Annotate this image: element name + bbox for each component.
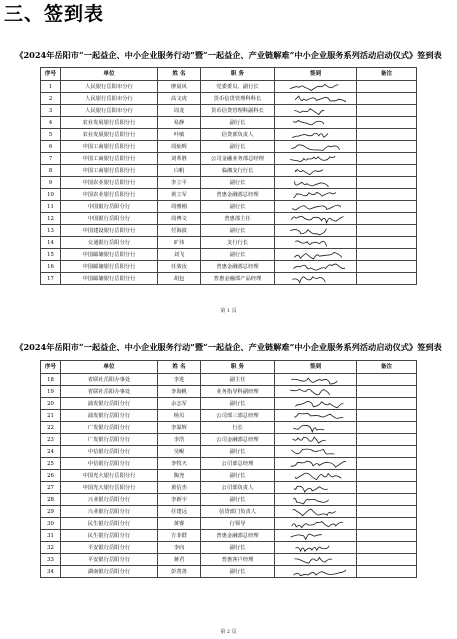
cell-index: 17 xyxy=(41,273,61,285)
cell-unit: 中国农业银行岳阳分行 xyxy=(61,189,158,201)
handwritten-signature-icon xyxy=(286,262,346,272)
cell-remarks xyxy=(357,177,417,189)
cell-remarks xyxy=(357,554,417,566)
cell-signature xyxy=(275,213,357,225)
cell-position: 普惠金融部产品经理 xyxy=(201,273,275,285)
signin-title-page1: 《2024年岳阳市“一起益企、中小企业服务行动”暨“一起益企、产业链解难”中小企业服务系列活动启动仪式》签到表 xyxy=(15,50,442,60)
cell-unit: 中国银行岳阳分行 xyxy=(61,201,158,213)
cell-unit: 人民银行岳阳市分行 xyxy=(61,81,158,93)
cell-unit: 平安银行岳阳分行 xyxy=(61,554,158,566)
cell-unit: 浦发银行岳阳分行 xyxy=(61,410,158,422)
cell-position: 副行长 xyxy=(201,494,275,506)
cell-remarks xyxy=(357,530,417,542)
cell-signature xyxy=(275,249,357,261)
cell-unit: 中国工商银行岳阳分行 xyxy=(61,165,158,177)
handwritten-signature-icon xyxy=(286,435,346,445)
cell-signature xyxy=(275,482,357,494)
cell-name: 方菲群 xyxy=(158,530,201,542)
cell-name: 李浩 xyxy=(158,434,201,446)
cell-name: 胡包 xyxy=(158,273,201,285)
cell-unit: 中信银行岳阳分行 xyxy=(61,446,158,458)
cell-name: 黄立军 xyxy=(158,189,201,201)
table-row xyxy=(41,177,417,189)
cell-position: 副行长 xyxy=(201,398,275,410)
cell-signature xyxy=(275,458,357,470)
cell-name: 彭善善 xyxy=(158,566,201,578)
handwritten-signature-icon xyxy=(286,483,346,493)
cell-remarks xyxy=(357,386,417,398)
cell-unit: 广发银行岳阳分行 xyxy=(61,434,158,446)
cell-signature xyxy=(275,506,357,518)
cell-remarks xyxy=(357,458,417,470)
cell-signature xyxy=(275,273,357,285)
table-row xyxy=(41,141,417,153)
col-header-unit: 单位 xyxy=(61,361,158,374)
handwritten-signature-icon xyxy=(286,387,346,397)
cell-unit: 省联社岳阳办事处 xyxy=(61,374,158,386)
cell-unit: 人民银行岳阳市分行 xyxy=(61,105,158,117)
table-row xyxy=(41,237,417,249)
table-header-row xyxy=(41,361,417,374)
cell-signature xyxy=(275,225,357,237)
cell-signature xyxy=(275,566,357,578)
cell-signature xyxy=(275,153,357,165)
cell-name: 任骏汝 xyxy=(158,261,201,273)
cell-position: 公司部总经理 xyxy=(201,458,275,470)
cell-position: 副行长 xyxy=(201,542,275,554)
cell-position: 普惠金融部总经理 xyxy=(201,261,275,273)
table-row xyxy=(41,129,417,141)
cell-unit: 兴业银行岳阳分行 xyxy=(61,506,158,518)
cell-index: 30 xyxy=(41,518,61,530)
cell-index: 12 xyxy=(41,213,61,225)
cell-index: 8 xyxy=(41,165,61,177)
table-row xyxy=(41,422,417,434)
handwritten-signature-icon xyxy=(286,226,346,236)
cell-remarks xyxy=(357,494,417,506)
cell-signature xyxy=(275,201,357,213)
cell-remarks xyxy=(357,506,417,518)
cell-signature xyxy=(275,554,357,566)
cell-unit: 中国工商银行岳阳分行 xyxy=(61,141,158,153)
cell-signature xyxy=(275,518,357,530)
table-row xyxy=(41,518,417,530)
col-header-index: 序号 xyxy=(41,361,61,374)
cell-position: 副行长 xyxy=(201,201,275,213)
cell-position: 副行长 xyxy=(201,566,275,578)
handwritten-signature-icon xyxy=(286,274,346,284)
cell-unit: 中国邮储银行岳阳分行 xyxy=(61,261,158,273)
handwritten-signature-icon xyxy=(286,142,346,152)
table-row xyxy=(41,81,417,93)
cell-name: 吴鲲 xyxy=(158,446,201,458)
cell-index: 15 xyxy=(41,249,61,261)
signin-table-page2 xyxy=(40,360,417,578)
col-header-name: 姓 名 xyxy=(158,68,201,81)
cell-position: 信贷部门负责人 xyxy=(201,506,275,518)
cell-unit: 中国建设银行岳阳分行 xyxy=(61,225,158,237)
cell-name: 任建远 xyxy=(158,506,201,518)
cell-name: 周灿辉 xyxy=(158,141,201,153)
cell-name: 杨贝 xyxy=(158,410,201,422)
cell-unit: 中国农业银行岳阳分行 xyxy=(61,177,158,189)
table-header-row xyxy=(41,68,417,81)
handwritten-signature-icon xyxy=(286,94,346,104)
handwritten-signature-icon xyxy=(286,567,346,577)
cell-unit: 人民银行岳阳市分行 xyxy=(61,93,158,105)
cell-name: 刘飞 xyxy=(158,249,201,261)
cell-remarks xyxy=(357,542,417,554)
cell-unit: 中国邮储银行岳阳分行 xyxy=(61,273,158,285)
cell-position: 信贷部负责人 xyxy=(201,129,275,141)
cell-unit: 中信银行岳阳分行 xyxy=(61,458,158,470)
cell-signature xyxy=(275,386,357,398)
cell-name: 刘革胜 xyxy=(158,153,201,165)
cell-signature xyxy=(275,105,357,117)
handwritten-signature-icon xyxy=(286,238,346,248)
cell-position: 公司金融业务部总经理 xyxy=(201,153,275,165)
col-header-signature: 签到 xyxy=(275,68,357,81)
table-row xyxy=(41,542,417,554)
cell-name: 易静 xyxy=(158,117,201,129)
cell-name: 李温辉 xyxy=(158,422,201,434)
cell-position: 公司部三部总经理 xyxy=(201,410,275,422)
cell-remarks xyxy=(357,566,417,578)
cell-name: 李进 xyxy=(158,374,201,386)
cell-unit: 中国邮储银行岳阳分行 xyxy=(61,249,158,261)
cell-position: 党委委员、副行长 xyxy=(201,81,275,93)
cell-remarks xyxy=(357,129,417,141)
cell-unit: 广发银行岳阳分行 xyxy=(61,422,158,434)
col-header-unit: 单位 xyxy=(61,68,158,81)
cell-signature xyxy=(275,81,357,93)
cell-position: 支行行长 xyxy=(201,237,275,249)
cell-remarks xyxy=(357,105,417,117)
cell-position: 临湘支行行长 xyxy=(201,165,275,177)
cell-name: 付海波 xyxy=(158,225,201,237)
cell-unit: 平安银行岳阳分行 xyxy=(61,542,158,554)
page-number-1: 第 1 页 xyxy=(220,308,237,314)
table-row xyxy=(41,225,417,237)
cell-remarks xyxy=(357,81,417,93)
cell-unit: 民生银行岳阳分行 xyxy=(61,518,158,530)
table-row xyxy=(41,153,417,165)
table-row xyxy=(41,446,417,458)
table-row xyxy=(41,410,417,422)
cell-remarks xyxy=(357,273,417,285)
cell-position: 副行长 xyxy=(201,446,275,458)
cell-name: 李立平 xyxy=(158,177,201,189)
cell-index: 21 xyxy=(41,410,61,422)
handwritten-signature-icon xyxy=(286,154,346,164)
cell-remarks xyxy=(357,237,417,249)
cell-signature xyxy=(275,237,357,249)
handwritten-signature-icon xyxy=(286,531,346,541)
table-row xyxy=(41,494,417,506)
cell-position: 副行长 xyxy=(201,141,275,153)
cell-index: 13 xyxy=(41,225,61,237)
cell-remarks xyxy=(357,446,417,458)
table-row xyxy=(41,213,417,225)
cell-remarks xyxy=(357,201,417,213)
table-row xyxy=(41,566,417,578)
cell-index: 6 xyxy=(41,141,61,153)
cell-name: 旷伟 xyxy=(158,237,201,249)
cell-index: 24 xyxy=(41,446,61,458)
cell-unit: 中国光大银行岳阳分行 xyxy=(61,470,158,482)
cell-unit: 交通银行岳阳分行 xyxy=(61,237,158,249)
col-header-remarks: 备注 xyxy=(357,68,417,81)
cell-name: 周雅刚 xyxy=(158,201,201,213)
table-row xyxy=(41,201,417,213)
cell-signature xyxy=(275,374,357,386)
cell-unit: 省联社岳阳办事处 xyxy=(61,386,158,398)
cell-signature xyxy=(275,177,357,189)
handwritten-signature-icon xyxy=(286,555,346,565)
table-row xyxy=(41,249,417,261)
cell-remarks xyxy=(357,518,417,530)
table-row xyxy=(41,482,417,494)
table-row xyxy=(41,386,417,398)
cell-remarks xyxy=(357,434,417,446)
cell-signature xyxy=(275,422,357,434)
table-row xyxy=(41,93,417,105)
cell-index: 25 xyxy=(41,458,61,470)
handwritten-signature-icon xyxy=(286,471,346,481)
cell-index: 10 xyxy=(41,189,61,201)
cell-remarks xyxy=(357,410,417,422)
cell-remarks xyxy=(357,482,417,494)
cell-remarks xyxy=(357,213,417,225)
cell-unit: 兴业银行岳阳分行 xyxy=(61,494,158,506)
handwritten-signature-icon xyxy=(286,507,346,517)
cell-index: 22 xyxy=(41,422,61,434)
cell-index: 18 xyxy=(41,374,61,386)
cell-signature xyxy=(275,542,357,554)
cell-position: 普惠部主任 xyxy=(201,213,275,225)
col-header-position: 职 务 xyxy=(201,361,275,374)
col-header-name: 姓 名 xyxy=(158,361,201,374)
cell-position: 业务指导科副经理 xyxy=(201,386,275,398)
handwritten-signature-icon xyxy=(286,447,346,457)
cell-index: 1 xyxy=(41,81,61,93)
cell-position: 副行长 xyxy=(201,225,275,237)
table-row xyxy=(41,470,417,482)
cell-name: 李向 xyxy=(158,542,201,554)
cell-remarks xyxy=(357,165,417,177)
cell-position: 副行长 xyxy=(201,249,275,261)
table-row xyxy=(41,398,417,410)
cell-index: 4 xyxy=(41,117,61,129)
cell-remarks xyxy=(357,261,417,273)
handwritten-signature-icon xyxy=(286,543,346,553)
cell-index: 5 xyxy=(41,129,61,141)
cell-index: 16 xyxy=(41,261,61,273)
cell-name: 余志军 xyxy=(158,398,201,410)
handwritten-signature-icon xyxy=(286,423,346,433)
cell-position: 货币信贷管理科副科长 xyxy=(201,105,275,117)
cell-position: 公司部负责人 xyxy=(201,482,275,494)
handwritten-signature-icon xyxy=(286,178,346,188)
cell-remarks xyxy=(357,141,417,153)
handwritten-signature-icon xyxy=(286,106,346,116)
col-header-position: 职 务 xyxy=(201,68,275,81)
cell-index: 32 xyxy=(41,542,61,554)
cell-index: 23 xyxy=(41,434,61,446)
cell-position: 行长 xyxy=(201,422,275,434)
cell-signature xyxy=(275,141,357,153)
cell-index: 27 xyxy=(41,482,61,494)
table-row xyxy=(41,554,417,566)
cell-name: 李牧天 xyxy=(158,458,201,470)
cell-signature xyxy=(275,530,357,542)
page-number-2: 第 2 页 xyxy=(220,629,237,635)
cell-position: 普惠金融部总经理 xyxy=(201,530,275,542)
cell-unit: 浦发银行岳阳分行 xyxy=(61,398,158,410)
cell-index: 29 xyxy=(41,506,61,518)
cell-remarks xyxy=(357,117,417,129)
table-row xyxy=(41,506,417,518)
cell-position: 副行长 xyxy=(201,177,275,189)
cell-signature xyxy=(275,446,357,458)
cell-remarks xyxy=(357,225,417,237)
cell-signature xyxy=(275,93,357,105)
cell-index: 33 xyxy=(41,554,61,566)
cell-position: 普惠客户经理 xyxy=(201,554,275,566)
handwritten-signature-icon xyxy=(286,495,346,505)
cell-unit: 农业发展银行岳阳分行 xyxy=(61,117,158,129)
table-row xyxy=(41,165,417,177)
handwritten-signature-icon xyxy=(286,459,346,469)
cell-index: 9 xyxy=(41,177,61,189)
cell-name: 周博文 xyxy=(158,213,201,225)
table-row xyxy=(41,273,417,285)
handwritten-signature-icon xyxy=(286,411,346,421)
handwritten-signature-icon xyxy=(286,118,346,128)
cell-name: 廖晨风 xyxy=(158,81,201,93)
handwritten-signature-icon xyxy=(286,214,346,224)
cell-name: 白帆 xyxy=(158,165,201,177)
cell-remarks xyxy=(357,189,417,201)
cell-name: 李海帆 xyxy=(158,386,201,398)
cell-remarks xyxy=(357,249,417,261)
cell-name: 黄信杰 xyxy=(158,482,201,494)
cell-index: 31 xyxy=(41,530,61,542)
cell-index: 28 xyxy=(41,494,61,506)
cell-name: 高文虎 xyxy=(158,93,201,105)
table-row xyxy=(41,117,417,129)
handwritten-signature-icon xyxy=(286,166,346,176)
cell-unit: 湖南银行岳阳分行 xyxy=(61,566,158,578)
cell-index: 11 xyxy=(41,201,61,213)
table-row xyxy=(41,374,417,386)
handwritten-signature-icon xyxy=(286,375,346,385)
cell-signature xyxy=(275,434,357,446)
section-heading: 三、签到表 xyxy=(4,3,105,25)
cell-position: 公司金融部总经理 xyxy=(201,434,275,446)
cell-unit: 中国光大银行岳阳分行 xyxy=(61,482,158,494)
cell-index: 2 xyxy=(41,93,61,105)
cell-index: 7 xyxy=(41,153,61,165)
cell-position: 副行长 xyxy=(201,470,275,482)
cell-unit: 民生银行岳阳分行 xyxy=(61,530,158,542)
cell-remarks xyxy=(357,398,417,410)
cell-position: 普惠金融部总经理 xyxy=(201,189,275,201)
handwritten-signature-icon xyxy=(286,130,346,140)
cell-signature xyxy=(275,165,357,177)
signin-title-page2: 《2024年岳阳市“一起益企、中小企业服务行动”暨“一起益企、产业链解难”中小企业服务系列活动启动仪式》签到表 xyxy=(15,342,442,352)
cell-index: 14 xyxy=(41,237,61,249)
cell-position: 副行长 xyxy=(201,117,275,129)
col-header-remarks: 备注 xyxy=(357,361,417,374)
cell-signature xyxy=(275,117,357,129)
table-row xyxy=(41,458,417,470)
table-row xyxy=(41,261,417,273)
cell-remarks xyxy=(357,470,417,482)
table-row xyxy=(41,530,417,542)
cell-name: 叶敏 xyxy=(158,129,201,141)
handwritten-signature-icon xyxy=(286,519,346,529)
table-row xyxy=(41,189,417,201)
cell-signature xyxy=(275,189,357,201)
cell-index: 26 xyxy=(41,470,61,482)
cell-signature xyxy=(275,410,357,422)
cell-signature xyxy=(275,261,357,273)
cell-index: 20 xyxy=(41,398,61,410)
cell-name: 李新宇 xyxy=(158,494,201,506)
handwritten-signature-icon xyxy=(286,190,346,200)
cell-name: 蒋君 xyxy=(158,554,201,566)
cell-index: 3 xyxy=(41,105,61,117)
cell-index: 34 xyxy=(41,566,61,578)
handwritten-signature-icon xyxy=(286,399,346,409)
handwritten-signature-icon xyxy=(286,82,346,92)
cell-remarks xyxy=(357,374,417,386)
cell-unit: 中国银行岳阳分行 xyxy=(61,213,158,225)
cell-signature xyxy=(275,129,357,141)
signin-table-page1 xyxy=(40,67,417,285)
cell-position: 副主任 xyxy=(201,374,275,386)
cell-position: 行领导 xyxy=(201,518,275,530)
col-header-signature: 签到 xyxy=(275,361,357,374)
cell-position: 货币信贷管理科科长 xyxy=(201,93,275,105)
cell-signature xyxy=(275,398,357,410)
handwritten-signature-icon xyxy=(286,202,346,212)
table-row xyxy=(41,434,417,446)
col-header-index: 序号 xyxy=(41,68,61,81)
cell-remarks xyxy=(357,93,417,105)
cell-unit: 中国工商银行岳阳分行 xyxy=(61,153,158,165)
cell-index: 19 xyxy=(41,386,61,398)
cell-remarks xyxy=(357,153,417,165)
cell-name: 周龙 xyxy=(158,105,201,117)
handwritten-signature-icon xyxy=(286,250,346,260)
table-row xyxy=(41,105,417,117)
cell-signature xyxy=(275,494,357,506)
cell-remarks xyxy=(357,422,417,434)
cell-unit: 农业发展银行岳阳分行 xyxy=(61,129,158,141)
cell-name: 黄睿 xyxy=(158,518,201,530)
cell-name: 陶尧 xyxy=(158,470,201,482)
cell-signature xyxy=(275,470,357,482)
